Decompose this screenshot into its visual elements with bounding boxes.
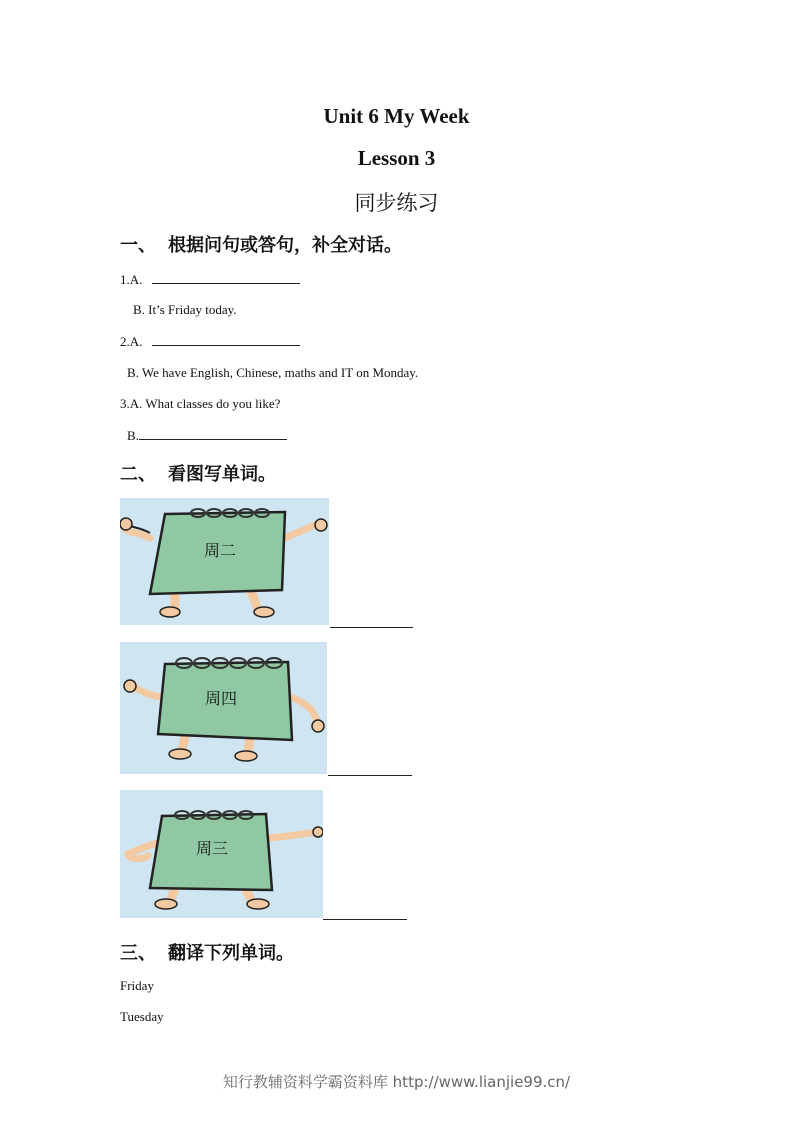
question-2-a [120, 333, 300, 350]
calendar-label-2: 周四 [204, 689, 238, 708]
section-1-number: 一、 [120, 235, 156, 256]
section-2-number: 二、 [120, 464, 156, 485]
question-1-a-label: 1.A. [120, 272, 143, 287]
question-3-b-label: B. [127, 428, 139, 443]
footer-watermark: 知行教辅资料学霸资料库 http://www.lianjie99.cn/ [222, 1073, 571, 1091]
question-2-a-label: 2.A. [120, 334, 143, 349]
section-1-title: 根据问句或答句，补全对话。 [168, 235, 402, 256]
section-3-heading [120, 939, 294, 965]
lesson-title: Lesson 3 [357, 146, 436, 170]
picture-3-answer-line[interactable] [323, 919, 407, 920]
answer-blank-2[interactable] [152, 333, 300, 346]
section-3-title: 翻译下列单词。 [168, 943, 294, 964]
question-1-b: B. It’s Friday today. [133, 302, 237, 317]
answer-blank-3[interactable] [139, 427, 287, 440]
section-2-heading [120, 460, 276, 486]
question-1-a [120, 271, 300, 288]
translate-word-1: Friday [120, 978, 154, 993]
answer-blank-1[interactable] [152, 271, 300, 284]
section-3-number: 三、 [120, 943, 156, 964]
question-3-a: 3.A. What classes do you like? [120, 396, 281, 411]
calendar-picture-thursday [120, 642, 327, 774]
question-3-b [127, 427, 287, 444]
section-1-heading [120, 231, 402, 257]
page-subtitle: 同步练习 [354, 191, 439, 215]
calendar-character-illustration [120, 642, 327, 774]
calendar-picture-wednesday [120, 790, 323, 918]
picture-2-answer-line[interactable] [328, 775, 412, 776]
calendar-label-3: 周三 [195, 839, 229, 858]
calendar-character-illustration [120, 498, 329, 625]
section-2-title: 看图写单词。 [168, 464, 276, 485]
calendar-label-1: 周二 [203, 541, 237, 560]
page-title: Unit 6 My Week [323, 104, 470, 128]
question-2-b: B. We have English, Chinese, maths and IT on Monday. [127, 365, 419, 380]
calendar-character-illustration [120, 790, 323, 918]
calendar-picture-tuesday [120, 498, 329, 625]
picture-1-answer-line[interactable] [330, 627, 413, 628]
translate-word-2: Tuesday [120, 1009, 164, 1024]
